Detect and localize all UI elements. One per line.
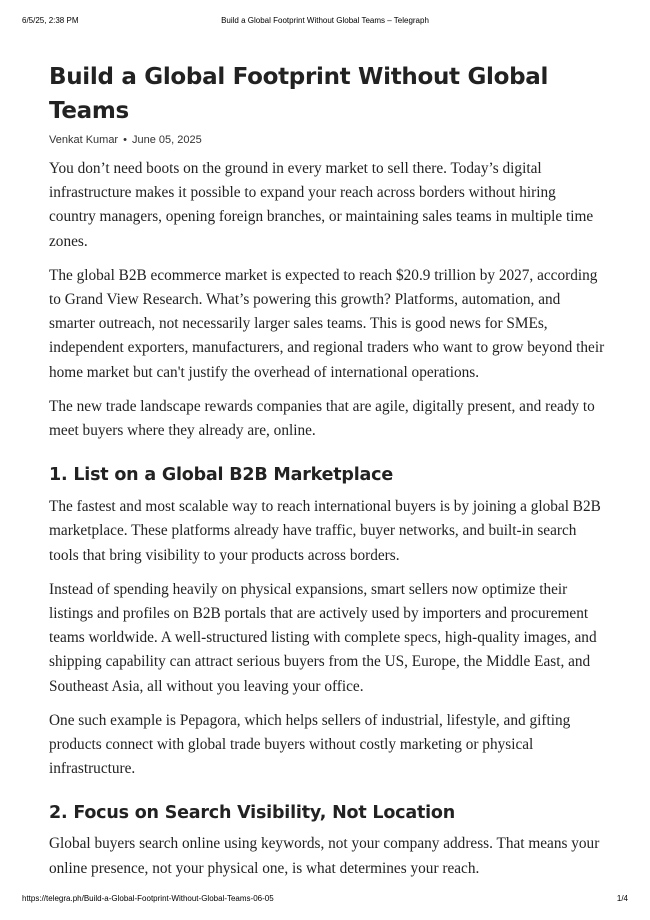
print-footer [0, 894, 650, 906]
section-2-paragraph-1: Global buyers search online using keywords, not your company address. That means your online presence, not your physical one, is what determines your reach. [49, 835, 600, 877]
print-page-title: Build a Global Footprint Without Global Teams – Telegraph [221, 16, 429, 25]
intro-paragraph-3: The new trade landscape rewards companies that are agile, digitally present, and ready to meet buyers where they already are, online. [49, 397, 595, 440]
section-1-paragraph-1: The fastest and most scalable way to reach international buyers is by joining a global B2B marketplace. These platforms already have traffic, buyer networks, and built-in search tools that bring visibility to your products across borders. [49, 498, 601, 564]
intro-paragraph-1: You don’t need boots on the ground in every market to sell there. Today’s digital infrastructure makes it possible to expand your reach across borders without hiring country managers, opening foreign branches, or maintaining sales teams in multiple time zones. [49, 160, 594, 250]
article [49, 60, 605, 881]
section-heading-1: 1. List on a Global B2B Marketplace [49, 465, 394, 486]
section-1-paragraph-2: Instead of spending heavily on physical expansions, smart sellers now optimize their listings and profiles on B2B portals that are actively used by importers and procurement teams worldwide. A well-structured listing with complete specs, high-quality images, and shipping capability can attract serious buyers from the US, Europe, the Middle East, and Southeast Asia, all without you leaving your office. [49, 580, 597, 695]
section-1-paragraph-3: One such example is Pepagora, which helps sellers of industrial, lifestyle, and gifting products connect with global trade buyers without costly marketing or physical infrastructure. [49, 711, 571, 778]
intro-paragraph-2: The global B2B ecommerce market is expected to reach $20.9 trillion by 2027, according to Grand View Research. What’s powering this growth? Platforms, automation, and smarter outreach, not necessarily larger sales teams. This is good news for SMEs, independent exporters, manufacturers, and regional traders who want to grow beyond their home market but can't justify the overhead of international operations. [49, 266, 605, 381]
author-name: Venkat Kumar [49, 134, 119, 146]
section-heading-2: 2. Focus on Search Visibility, Not Location [49, 803, 455, 824]
publish-date: June 05, 2025 [131, 134, 202, 146]
article-title: Build a Global Footprint Without Global Teams [49, 64, 549, 124]
byline [49, 133, 605, 147]
print-datetime: 6/5/25, 2:38 PM [22, 16, 79, 25]
print-url: https://telegra.ph/Build-a-Global-Footprint-Without-Global-Teams-06-05 [22, 894, 274, 903]
byline-separator: • [123, 134, 127, 146]
print-page-number: 1/4 [616, 894, 628, 903]
print-header [0, 16, 650, 28]
